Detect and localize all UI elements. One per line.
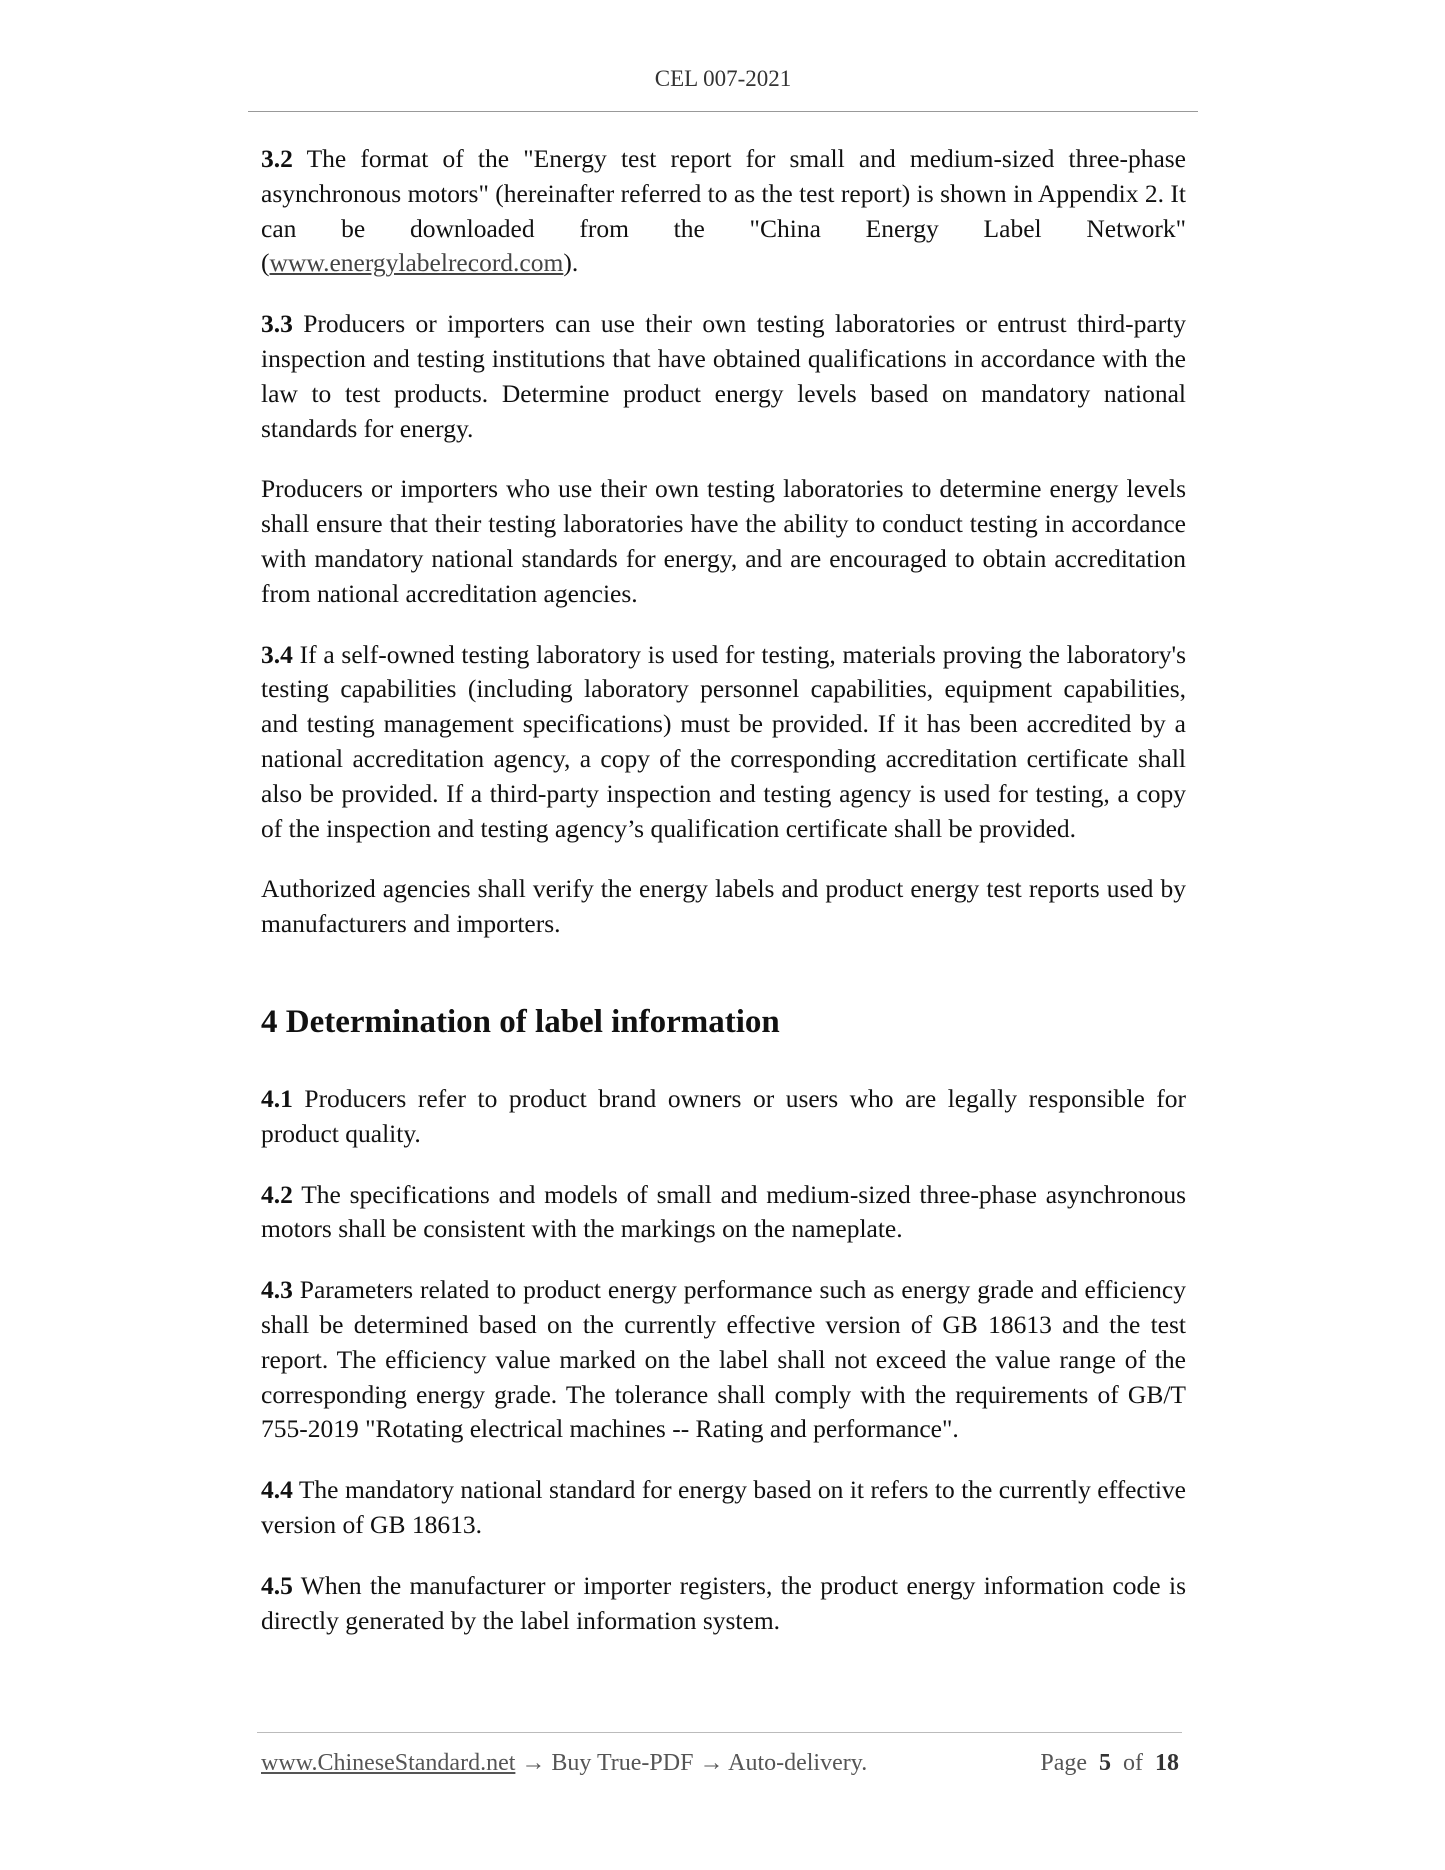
chinesestandard-link[interactable]: www.ChineseStandard.net: [261, 1750, 516, 1776]
page-total: 18: [1155, 1750, 1179, 1776]
footer-tagline: → Buy True-PDF → Auto-delivery.: [515, 1750, 868, 1776]
of-word: of: [1123, 1750, 1143, 1776]
energylabel-link[interactable]: www.energylabelrecord.com: [269, 248, 564, 278]
page-word: Page: [1040, 1750, 1087, 1776]
paragraph-3-2: [261, 142, 1186, 281]
clause-number: 4.2: [261, 1179, 293, 1209]
paragraph-3-4: [261, 638, 1186, 847]
paragraph-text: When the manufacturer or importer registers, the product energy information code is directly generated by the label information system.: [261, 1570, 1186, 1635]
paragraph-3-4-continued: [261, 872, 1186, 942]
clause-number: 3.4: [261, 639, 293, 669]
paragraph-4-2: [261, 1178, 1186, 1248]
clause-number: 4.5: [261, 1570, 293, 1600]
paragraph-text: The format of the "Energy test report for small and medium-sized three-phase asynchronous motors" (hereinafter referred to as the test report) is shown in Appendix 2. It can be downloaded from the "China Energy Label Network" (: [261, 144, 1186, 278]
paragraph-4-1: [261, 1082, 1186, 1152]
page-footer: [261, 1750, 1179, 1777]
document-body: [261, 142, 1186, 1664]
page-header-doc-id: CEL 007-2021: [654, 66, 792, 91]
header-divider: [248, 111, 1198, 112]
paragraph-4-4: [261, 1473, 1186, 1543]
paragraph-text-end: ).: [563, 248, 579, 278]
page-number: [1040, 1750, 1179, 1777]
paragraph-4-5: [261, 1569, 1186, 1639]
paragraph-4-3: [261, 1273, 1186, 1447]
clause-number: 4.1: [261, 1083, 293, 1113]
paragraph-text: Authorized agencies shall verify the energy labels and product energy test reports used by manufacturers and importers.: [261, 874, 1186, 939]
paragraph-3-3: [261, 307, 1186, 446]
footer-divider: [257, 1732, 1182, 1733]
paragraph-text: Parameters related to product energy performance such as energy grade and efficiency shall be determined based on the currently effective version of GB 18613 and the test report. The efficiency value marked on the label shall not exceed the value range of the corresponding energy grade. The tolerance shall comply with the requirements of GB/T 755-2019 "Rotating electrical machines -- Rating and performance".: [261, 1275, 1186, 1444]
section-heading-4: 4 Determination of label information: [261, 1003, 780, 1040]
paragraph-text: Producers refer to product brand owners or users who are legally responsible for product quality.: [261, 1083, 1186, 1148]
clause-number: 4.4: [261, 1475, 293, 1505]
paragraph-text: The mandatory national standard for energy based on it refers to the currently effective version of GB 18613.: [261, 1475, 1186, 1539]
paragraph-text: Producers or importers can use their own testing laboratories or entrust third-party inspection and testing institutions that have obtained qualifications in accordance with the law to test products. Determine product energy levels based on mandatory national standards for energy.: [261, 309, 1186, 443]
paragraph-text: The specifications and models of small and medium-sized three-phase asynchronous motors shall be consistent with the markings on the nameplate.: [261, 1179, 1186, 1244]
clause-number: 3.3: [261, 309, 293, 339]
footer-promo: [261, 1750, 867, 1777]
paragraph-3-3-continued: [261, 472, 1186, 611]
paragraph-text: If a self-owned testing laboratory is used for testing, materials proving the laboratory's testing capabilities (including laboratory personnel capabilities, equipment capabilities, and testing management specifications) must be provided. If it has been accredited by a national accreditation agency, a copy of the corresponding accreditation certificate shall also be provided. If a third-party inspection and testing agency is used for testing, a copy of the inspection and testing agency’s qualification certificate shall be provided.: [261, 639, 1186, 843]
clause-number: 3.2: [261, 144, 293, 173]
page-current: 5: [1099, 1750, 1111, 1776]
clause-number: 4.3: [261, 1275, 293, 1305]
paragraph-text: Producers or importers who use their own testing laboratories to determine energy levels shall ensure that their testing laboratories have the ability to conduct testing in accordance with mandatory national standards for energy, and are encouraged to obtain accreditation from national accreditation agencies.: [261, 474, 1186, 608]
